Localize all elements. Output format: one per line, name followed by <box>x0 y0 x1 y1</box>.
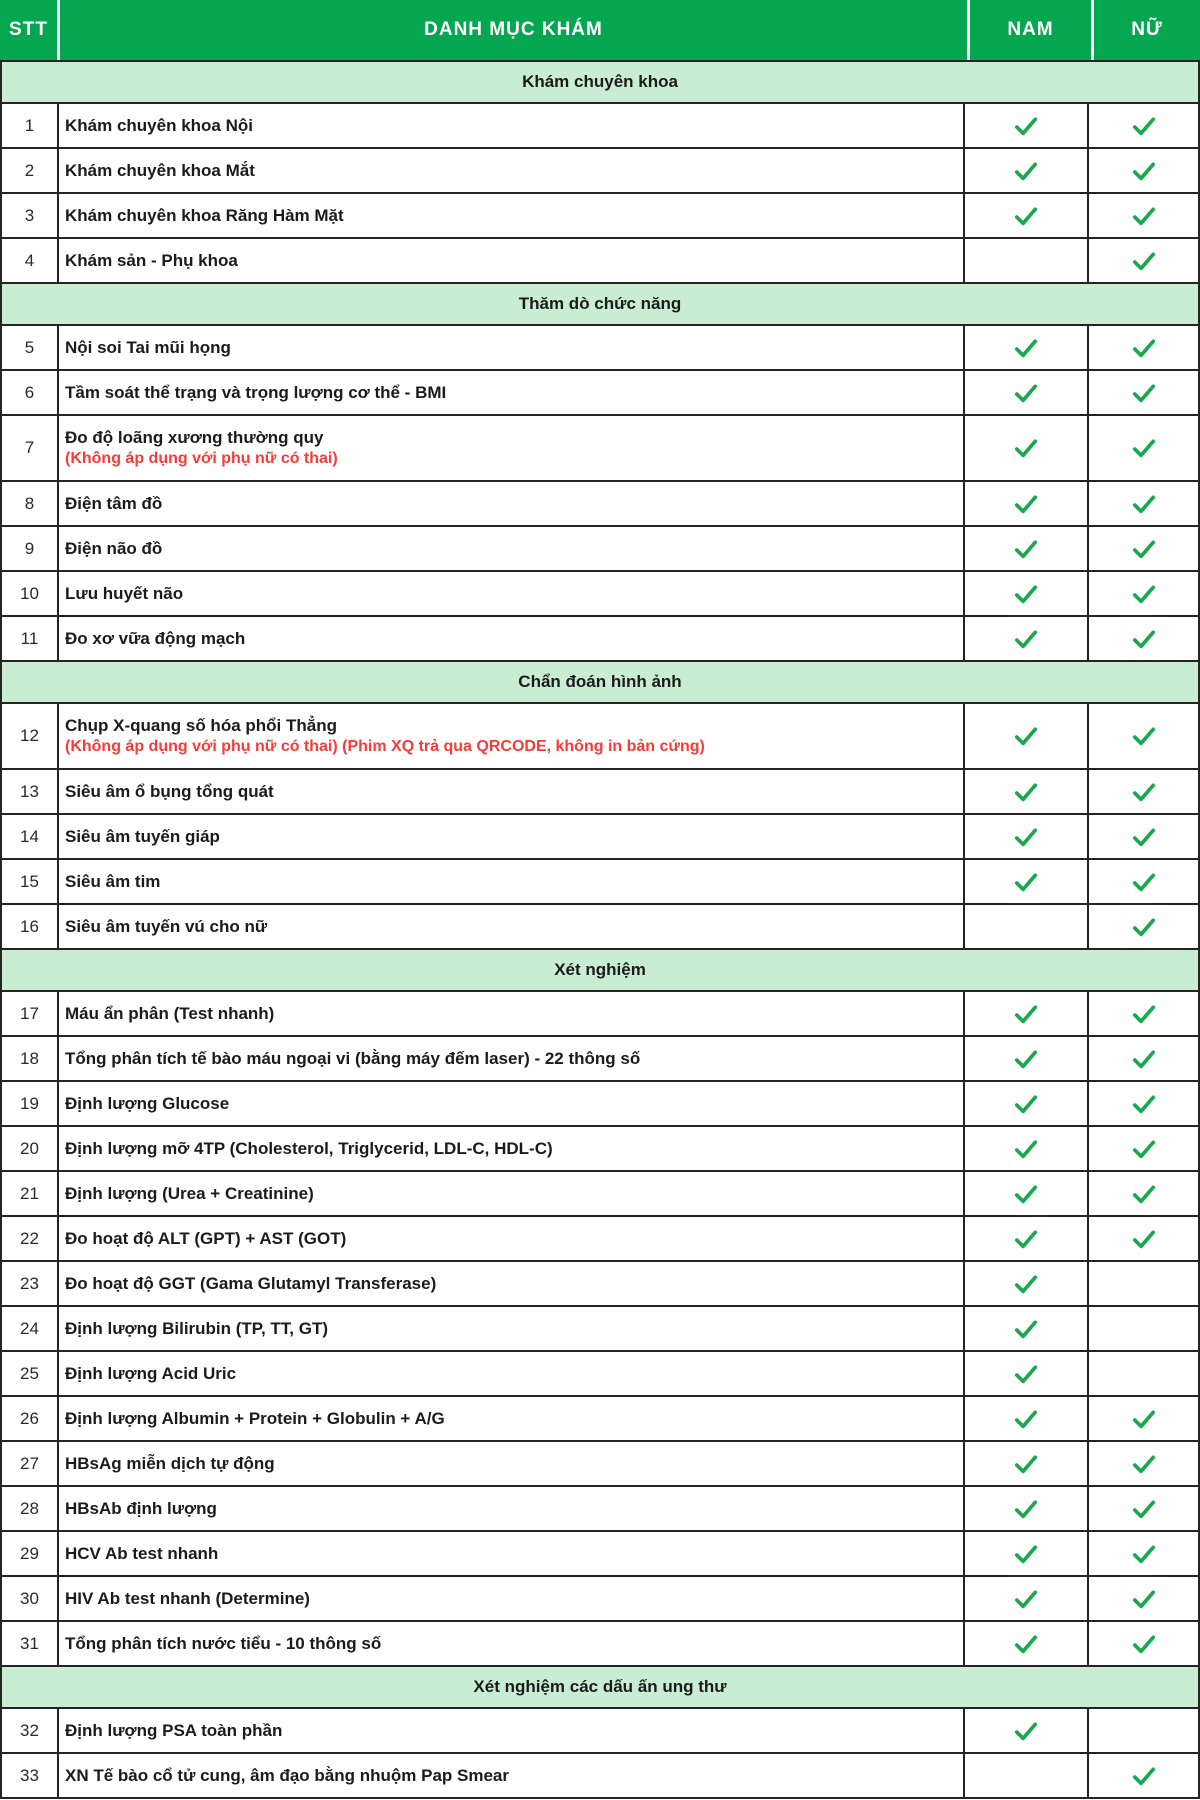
check-icon <box>1131 380 1157 406</box>
female-check-cell <box>1089 572 1198 615</box>
item-label: HBsAg miễn dịch tự động <box>65 1453 275 1473</box>
category-cell <box>59 194 965 237</box>
stt-cell: 32 <box>2 1709 59 1752</box>
category-cell <box>59 1262 965 1305</box>
female-check-cell <box>1089 527 1198 570</box>
section-label: Khám chuyên khoa <box>522 72 678 91</box>
category-cell <box>59 905 965 948</box>
male-check-cell <box>965 1037 1089 1080</box>
item-label: Tầm soát thể trạng và trọng lượng cơ thể - BMI <box>65 382 447 402</box>
item-label: Định lượng Acid Uric <box>65 1363 237 1383</box>
item-label: Đo độ loãng xương thường quy <box>65 428 324 448</box>
male-check-cell <box>965 1262 1089 1305</box>
item-row <box>2 1752 1198 1797</box>
check-icon <box>1013 380 1039 406</box>
section-label: Xét nghiệm <box>554 960 646 979</box>
check-icon <box>1131 1451 1157 1477</box>
item-row <box>2 1485 1198 1530</box>
check-icon <box>1131 491 1157 517</box>
item-label: Nội soi Tai mũi họng <box>65 337 231 357</box>
check-icon <box>1013 1586 1039 1612</box>
stt-cell: 14 <box>2 815 59 858</box>
stt-cell: 27 <box>2 1442 59 1485</box>
section-row <box>2 282 1198 324</box>
item-note: (Không áp dụng với phụ nữ có thai) <box>65 449 338 467</box>
item-label: Siêu âm tuyến vú cho nữ <box>65 916 268 936</box>
check-icon <box>1013 1271 1039 1297</box>
item-row <box>2 1530 1198 1575</box>
female-check-cell <box>1089 1262 1198 1305</box>
item-label: Định lượng (Urea + Creatinine) <box>65 1183 314 1203</box>
item-row <box>2 858 1198 903</box>
stt-cell: 29 <box>2 1532 59 1575</box>
female-check-cell <box>1089 104 1198 147</box>
item-label: Điện não đồ <box>65 538 163 558</box>
stt-cell: 33 <box>2 1754 59 1797</box>
category-cell <box>59 104 965 147</box>
stt-cell: 13 <box>2 770 59 813</box>
item-label: HBsAb định lượng <box>65 1498 217 1518</box>
category-cell <box>59 572 965 615</box>
check-icon <box>1013 1718 1039 1744</box>
category-cell <box>59 1622 965 1665</box>
male-check-cell <box>965 1082 1089 1125</box>
male-check-cell <box>965 194 1089 237</box>
check-icon <box>1013 824 1039 850</box>
check-icon <box>1013 536 1039 562</box>
section-label: Xét nghiệm các dấu ấn ung thư <box>473 1677 727 1696</box>
check-icon <box>1131 335 1157 361</box>
male-check-cell <box>965 1442 1089 1485</box>
female-check-cell <box>1089 1037 1198 1080</box>
stt-cell: 15 <box>2 860 59 903</box>
female-check-cell <box>1089 1487 1198 1530</box>
header-male: NAM <box>967 0 1091 60</box>
category-cell <box>59 1709 965 1752</box>
item-row <box>2 237 1198 282</box>
item-label: Khám chuyên khoa Răng Hàm Mặt <box>65 205 344 225</box>
female-check-cell <box>1089 1442 1198 1485</box>
male-check-cell <box>965 860 1089 903</box>
item-label: Đo xơ vữa động mạch <box>65 628 246 648</box>
check-icon <box>1131 723 1157 749</box>
female-check-cell <box>1089 1082 1198 1125</box>
category-cell <box>59 1217 965 1260</box>
check-icon <box>1131 1496 1157 1522</box>
category-cell <box>59 1397 965 1440</box>
item-row <box>2 1575 1198 1620</box>
item-label: Đo hoạt độ ALT (GPT) + AST (GOT) <box>65 1228 347 1248</box>
male-check-cell <box>965 1397 1089 1440</box>
item-label: Chụp X-quang số hóa phổi Thẳng <box>65 716 337 736</box>
stt-cell: 2 <box>2 149 59 192</box>
header-female: NỮ <box>1091 0 1200 60</box>
category-cell <box>59 704 965 768</box>
male-check-cell <box>965 1709 1089 1752</box>
female-check-cell <box>1089 815 1198 858</box>
check-icon <box>1131 824 1157 850</box>
check-icon <box>1013 158 1039 184</box>
item-label: Định lượng Glucose <box>65 1093 230 1113</box>
female-check-cell <box>1089 326 1198 369</box>
item-row <box>2 480 1198 525</box>
check-icon <box>1131 1001 1157 1027</box>
female-check-cell <box>1089 905 1198 948</box>
stt-cell: 21 <box>2 1172 59 1215</box>
section-label: Chẩn đoán hình ảnh <box>518 672 682 691</box>
female-check-cell <box>1089 992 1198 1035</box>
table-body <box>0 60 1200 1799</box>
category-cell <box>59 1754 965 1797</box>
item-label: Định lượng Bilirubin (TP, TT, GT) <box>65 1318 329 1338</box>
category-cell <box>59 239 965 282</box>
female-check-cell <box>1089 239 1198 282</box>
item-row <box>2 1440 1198 1485</box>
stt-cell: 16 <box>2 905 59 948</box>
category-cell <box>59 815 965 858</box>
check-icon <box>1131 1763 1157 1789</box>
item-row <box>2 570 1198 615</box>
category-cell <box>59 149 965 192</box>
check-icon <box>1131 869 1157 895</box>
stt-cell: 6 <box>2 371 59 414</box>
item-label: Khám chuyên khoa Nội <box>65 115 253 135</box>
stt-cell: 25 <box>2 1352 59 1395</box>
check-icon <box>1131 1541 1157 1567</box>
stt-cell: 28 <box>2 1487 59 1530</box>
item-label: Tổng phân tích nước tiểu - 10 thông số <box>65 1633 382 1653</box>
check-icon <box>1013 779 1039 805</box>
item-label: Định lượng PSA toàn phần <box>65 1720 283 1740</box>
male-check-cell <box>965 704 1089 768</box>
male-check-cell <box>965 1127 1089 1170</box>
item-row <box>2 1035 1198 1080</box>
female-check-cell <box>1089 617 1198 660</box>
male-check-cell <box>965 572 1089 615</box>
table-header-row <box>0 0 1200 60</box>
item-row <box>2 1620 1198 1665</box>
item-row <box>2 102 1198 147</box>
item-row <box>2 702 1198 768</box>
female-check-cell <box>1089 371 1198 414</box>
check-icon <box>1131 158 1157 184</box>
item-row <box>2 1350 1198 1395</box>
check-icon <box>1013 1226 1039 1252</box>
category-cell <box>59 371 965 414</box>
check-icon <box>1131 1406 1157 1432</box>
male-check-cell <box>965 239 1089 282</box>
check-icon <box>1013 1361 1039 1387</box>
stt-cell: 11 <box>2 617 59 660</box>
item-row <box>2 192 1198 237</box>
check-icon <box>1013 1091 1039 1117</box>
item-label: Định lượng Albumin + Protein + Globulin + A/G <box>65 1408 445 1428</box>
item-row <box>2 1215 1198 1260</box>
male-check-cell <box>965 482 1089 525</box>
item-label: Khám chuyên khoa Mắt <box>65 160 255 180</box>
item-label: Đo hoạt độ GGT (Gama Glutamyl Transferase) <box>65 1273 437 1293</box>
check-icon <box>1013 581 1039 607</box>
item-label: Điện tâm đồ <box>65 493 163 513</box>
stt-cell: 20 <box>2 1127 59 1170</box>
section-row <box>2 660 1198 702</box>
item-note: (Không áp dụng với phụ nữ có thai) (Phim XQ trả qua QRCODE, không in bản cứng) <box>65 737 705 755</box>
header-category: DANH MỤC KHÁM <box>57 0 967 60</box>
female-check-cell <box>1089 482 1198 525</box>
female-check-cell <box>1089 1172 1198 1215</box>
stt-cell: 1 <box>2 104 59 147</box>
check-icon <box>1013 869 1039 895</box>
item-label: Siêu âm ổ bụng tổng quát <box>65 781 274 801</box>
stt-cell: 26 <box>2 1397 59 1440</box>
item-label: Siêu âm tuyến giáp <box>65 826 220 846</box>
check-icon <box>1013 626 1039 652</box>
male-check-cell <box>965 770 1089 813</box>
category-cell <box>59 1487 965 1530</box>
category-cell <box>59 1127 965 1170</box>
check-icon <box>1131 248 1157 274</box>
male-check-cell <box>965 1352 1089 1395</box>
section-label: Thăm dò chức năng <box>518 294 682 313</box>
stt-cell: 19 <box>2 1082 59 1125</box>
female-check-cell <box>1089 149 1198 192</box>
item-row <box>2 369 1198 414</box>
male-check-cell <box>965 1172 1089 1215</box>
item-row <box>2 990 1198 1035</box>
stt-cell: 30 <box>2 1577 59 1620</box>
female-check-cell <box>1089 1127 1198 1170</box>
item-label: XN Tế bào cổ tử cung, âm đạo bằng nhuộm Pap Smear <box>65 1765 509 1785</box>
item-row <box>2 414 1198 480</box>
item-label: Định lượng mỡ 4TP (Cholesterol, Triglycerid, LDL-C, HDL-C) <box>65 1138 553 1158</box>
check-icon <box>1131 1136 1157 1162</box>
stt-cell: 8 <box>2 482 59 525</box>
category-cell <box>59 1352 965 1395</box>
check-icon <box>1131 1046 1157 1072</box>
check-icon <box>1013 1136 1039 1162</box>
category-cell <box>59 770 965 813</box>
item-row <box>2 1260 1198 1305</box>
category-cell <box>59 1442 965 1485</box>
check-icon <box>1013 113 1039 139</box>
male-check-cell <box>965 416 1089 480</box>
male-check-cell <box>965 326 1089 369</box>
check-icon <box>1013 435 1039 461</box>
category-cell <box>59 326 965 369</box>
check-icon <box>1013 1451 1039 1477</box>
check-icon <box>1013 491 1039 517</box>
stt-cell: 10 <box>2 572 59 615</box>
check-icon <box>1013 1496 1039 1522</box>
category-cell <box>59 1082 965 1125</box>
female-check-cell <box>1089 1532 1198 1575</box>
item-label: Tổng phân tích tế bào máu ngoại vi (bằng máy đếm laser) - 22 thông số <box>65 1048 641 1068</box>
category-cell <box>59 1577 965 1620</box>
check-icon <box>1013 1316 1039 1342</box>
male-check-cell <box>965 815 1089 858</box>
check-icon <box>1013 1406 1039 1432</box>
check-icon <box>1131 779 1157 805</box>
stt-cell: 9 <box>2 527 59 570</box>
stt-cell: 3 <box>2 194 59 237</box>
item-row <box>2 813 1198 858</box>
check-icon <box>1131 203 1157 229</box>
category-cell <box>59 1532 965 1575</box>
male-check-cell <box>965 149 1089 192</box>
female-check-cell <box>1089 194 1198 237</box>
female-check-cell <box>1089 1397 1198 1440</box>
item-label: HIV Ab test nhanh (Determine) <box>65 1588 310 1608</box>
check-icon <box>1131 1586 1157 1612</box>
category-cell <box>59 860 965 903</box>
check-icon <box>1131 626 1157 652</box>
category-cell <box>59 1307 965 1350</box>
male-check-cell <box>965 527 1089 570</box>
male-check-cell <box>965 1622 1089 1665</box>
section-row <box>2 948 1198 990</box>
stt-cell: 22 <box>2 1217 59 1260</box>
stt-cell: 31 <box>2 1622 59 1665</box>
female-check-cell <box>1089 1754 1198 1797</box>
item-row <box>2 1305 1198 1350</box>
check-icon <box>1131 581 1157 607</box>
item-row <box>2 324 1198 369</box>
category-cell <box>59 992 965 1035</box>
item-row <box>2 1707 1198 1752</box>
male-check-cell <box>965 1532 1089 1575</box>
check-icon <box>1013 203 1039 229</box>
stt-cell: 5 <box>2 326 59 369</box>
section-row <box>2 60 1198 102</box>
check-icon <box>1013 1001 1039 1027</box>
male-check-cell <box>965 104 1089 147</box>
check-icon <box>1013 1046 1039 1072</box>
category-cell <box>59 482 965 525</box>
item-row <box>2 525 1198 570</box>
stt-cell: 17 <box>2 992 59 1035</box>
female-check-cell <box>1089 1307 1198 1350</box>
female-check-cell <box>1089 1622 1198 1665</box>
stt-cell: 23 <box>2 1262 59 1305</box>
item-label: Lưu huyết não <box>65 583 184 603</box>
check-icon <box>1131 914 1157 940</box>
category-cell <box>59 1037 965 1080</box>
check-icon <box>1131 1181 1157 1207</box>
male-check-cell <box>965 1487 1089 1530</box>
check-icon <box>1013 335 1039 361</box>
item-row <box>2 1080 1198 1125</box>
category-cell <box>59 527 965 570</box>
female-check-cell <box>1089 1352 1198 1395</box>
item-row <box>2 1125 1198 1170</box>
check-icon <box>1013 1631 1039 1657</box>
category-cell <box>59 1172 965 1215</box>
male-check-cell <box>965 1754 1089 1797</box>
check-icon <box>1013 1181 1039 1207</box>
female-check-cell <box>1089 1577 1198 1620</box>
male-check-cell <box>965 1577 1089 1620</box>
stt-cell: 24 <box>2 1307 59 1350</box>
item-row <box>2 1170 1198 1215</box>
check-icon <box>1131 1226 1157 1252</box>
item-row <box>2 768 1198 813</box>
male-check-cell <box>965 905 1089 948</box>
stt-cell: 4 <box>2 239 59 282</box>
item-label: Siêu âm tim <box>65 871 161 891</box>
female-check-cell <box>1089 1217 1198 1260</box>
male-check-cell <box>965 992 1089 1035</box>
male-check-cell <box>965 1217 1089 1260</box>
check-icon <box>1131 1631 1157 1657</box>
male-check-cell <box>965 617 1089 660</box>
check-icon <box>1131 435 1157 461</box>
check-icon <box>1131 113 1157 139</box>
female-check-cell <box>1089 770 1198 813</box>
male-check-cell <box>965 1307 1089 1350</box>
female-check-cell <box>1089 1709 1198 1752</box>
header-stt: STT <box>9 19 48 40</box>
item-row <box>2 1395 1198 1440</box>
item-label: Khám sản - Phụ khoa <box>65 250 238 270</box>
stt-cell: 18 <box>2 1037 59 1080</box>
section-row <box>2 1665 1198 1707</box>
check-icon <box>1131 1091 1157 1117</box>
stt-cell: 12 <box>2 704 59 768</box>
stt-cell: 7 <box>2 416 59 480</box>
item-row <box>2 615 1198 660</box>
check-icon <box>1013 723 1039 749</box>
category-cell <box>59 617 965 660</box>
item-label: Máu ẩn phân (Test nhanh) <box>65 1003 275 1023</box>
category-cell <box>59 416 965 480</box>
male-check-cell <box>965 371 1089 414</box>
item-row <box>2 903 1198 948</box>
check-icon <box>1013 1541 1039 1567</box>
item-label: HCV Ab test nhanh <box>65 1543 219 1563</box>
check-icon <box>1131 536 1157 562</box>
item-row <box>2 147 1198 192</box>
female-check-cell <box>1089 704 1198 768</box>
female-check-cell <box>1089 860 1198 903</box>
female-check-cell <box>1089 416 1198 480</box>
